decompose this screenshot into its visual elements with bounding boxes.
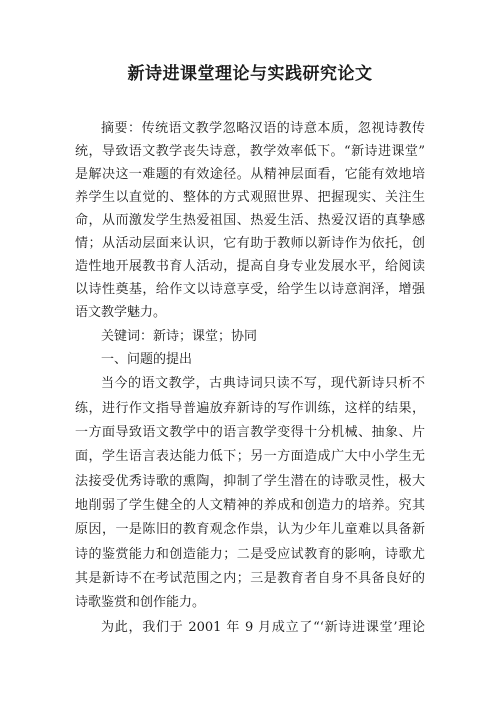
- body-line: 地削弱了学生健全的人文精神的养成和创造力的培养。究其: [75, 498, 425, 513]
- abstract-line: 情；从活动层面来认识，它有助于教师以新诗作为依托，创: [75, 236, 425, 251]
- abstract-line: 语文教学魅力。: [75, 305, 167, 320]
- body-line: 面，学生语言表达能力低下；另一方面造成广大中小学生无: [75, 449, 425, 464]
- body-line: 练，进行作文指导普遍放弃新诗的写作训练，这样的结果，: [75, 401, 425, 416]
- abstract-line: 造性地开展教书育人活动，提高自身专业发展水平，给阅读: [75, 259, 425, 274]
- body-line: 法接受优秀诗歌的熏陶，抑制了学生潜在的诗歌灵性，极大: [75, 474, 425, 489]
- abstract-line: 养学生以直觉的、整体的方式观照世界、把握现实、关注生: [75, 190, 425, 205]
- paragraph-line: 为此，我们于 2001 年 9 月成立了“‘新诗进课堂’理论: [101, 620, 425, 635]
- abstract-line: 命，从而激发学生热爱祖国、热爱生活、热爱汉语的真挚感: [75, 213, 425, 228]
- abstract-line: 以诗性奠基，给作文以诗意享受，给学生以诗意润泽，增强: [75, 282, 425, 297]
- body-line: 当今的语文教学，古典诗词只读不写，现代新诗只析不: [101, 376, 425, 391]
- keywords-line: 关键词：新诗；课堂；协同: [101, 329, 258, 344]
- abstract-line: 摘要：传统语文教学忽略汉语的诗意本质，忽视诗教传: [101, 121, 425, 136]
- section-heading: 一、问题的提出: [101, 352, 193, 367]
- body-line: 一方面导致语文教学中的语言教学变得十分机械、抽象、片: [75, 425, 425, 440]
- body-line: 其是新诗不在考试范围之内；三是教育者自身不具备良好的: [75, 571, 425, 586]
- document-title: 新诗进课堂理论与实践研究论文: [127, 64, 373, 84]
- body-line: 诗歌鉴赏和创作能力。: [75, 595, 206, 610]
- abstract-line: 统，导致语文教学丧失诗意，教学效率低下。“新诗进课堂”: [75, 144, 425, 159]
- body-line: 诗的鉴赏能力和创造能力；二是受应试教育的影响，诗歌尤: [75, 547, 425, 562]
- abstract-line: 是解决这一难题的有效途径。从精神层面看，它能有效地培: [75, 167, 425, 182]
- body-line: 原因，一是陈旧的教育观念作祟，认为少年儿童难以具备新: [75, 522, 425, 537]
